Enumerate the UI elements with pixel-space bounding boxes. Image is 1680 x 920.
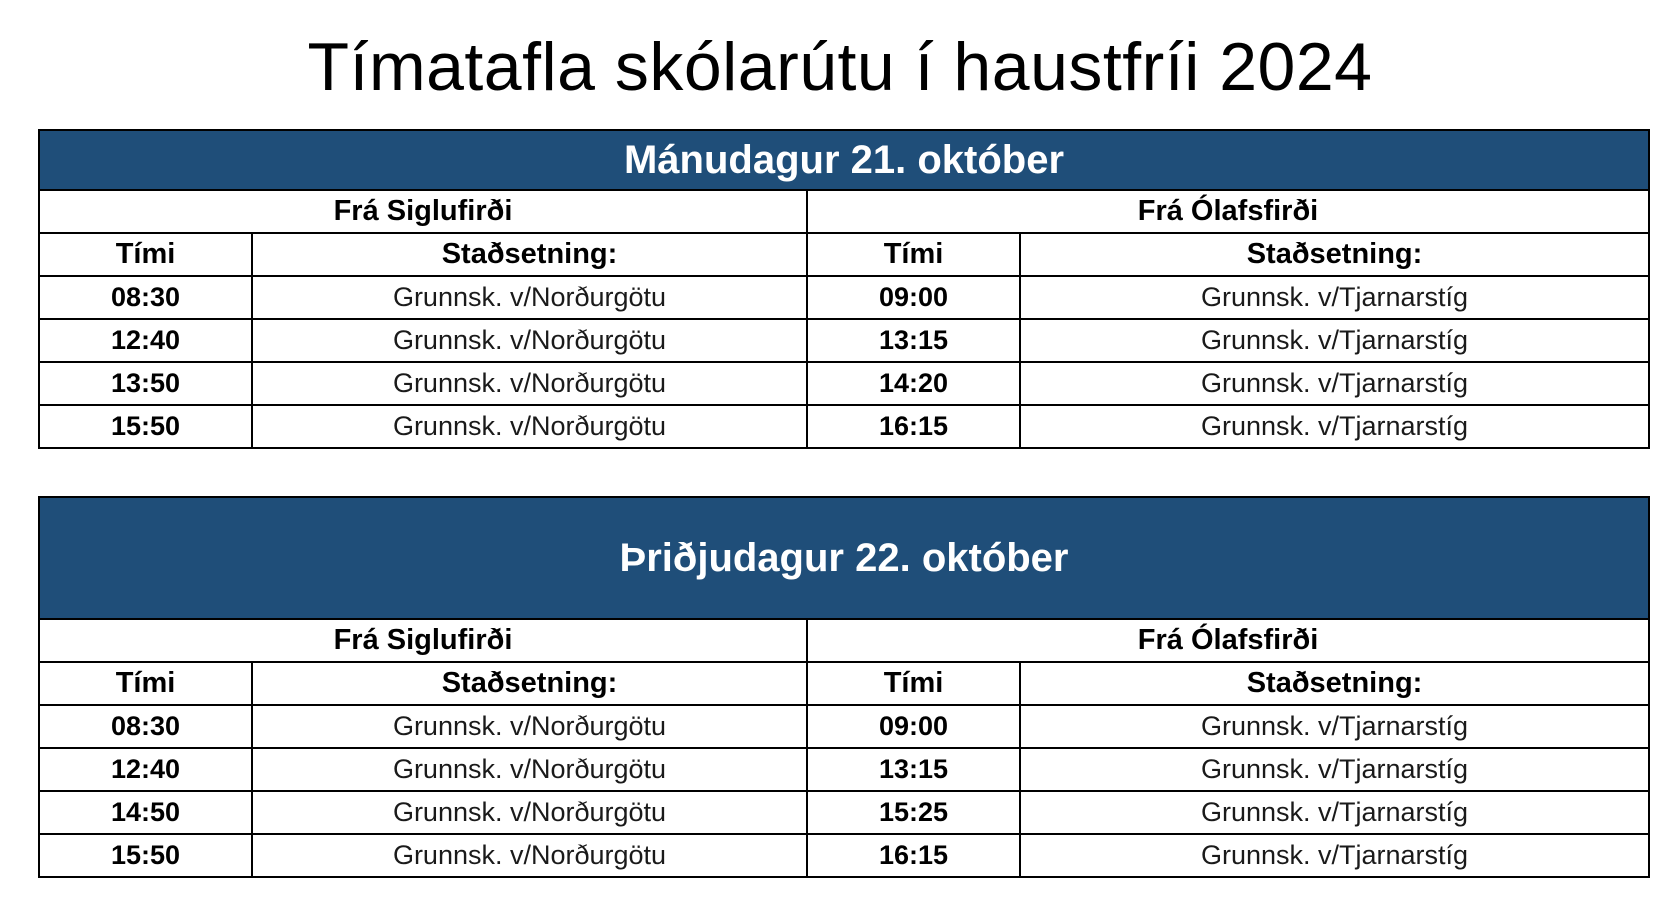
departure-location: Grunnsk. v/Norðurgötu [252, 362, 807, 405]
departure-time: 12:40 [39, 319, 252, 362]
departure-time: 13:15 [807, 748, 1020, 791]
departure-time: 15:50 [39, 834, 252, 877]
table-row [39, 834, 1649, 877]
departure-location: Grunnsk. v/Norðurgötu [252, 748, 807, 791]
departure-time: 08:30 [39, 276, 252, 319]
origin-header-olafsfjordur: Frá Ólafsfirði [807, 190, 1649, 233]
departure-time: 14:20 [807, 362, 1020, 405]
day-header: Þriðjudagur 22. október [39, 497, 1649, 619]
departure-time: 08:30 [39, 705, 252, 748]
departure-location: Grunnsk. v/Norðurgötu [252, 319, 807, 362]
table-row [39, 362, 1649, 405]
location-column-header: Staðsetning: [1020, 662, 1649, 705]
time-column-header: Tími [807, 233, 1020, 276]
departure-location: Grunnsk. v/Tjarnarstíg [1020, 834, 1649, 877]
departure-time: 16:15 [807, 834, 1020, 877]
departure-location: Grunnsk. v/Tjarnarstíg [1020, 705, 1649, 748]
time-column-header: Tími [39, 233, 252, 276]
day-header: Mánudagur 21. október [39, 130, 1649, 190]
departure-time: 13:15 [807, 319, 1020, 362]
departure-location: Grunnsk. v/Tjarnarstíg [1020, 748, 1649, 791]
schedule-table-monday [38, 129, 1650, 449]
time-column-header: Tími [807, 662, 1020, 705]
departure-time: 14:50 [39, 791, 252, 834]
departure-location: Grunnsk. v/Norðurgötu [252, 276, 807, 319]
origin-header-siglufjordur: Frá Siglufirði [39, 619, 807, 662]
departure-time: 15:50 [39, 405, 252, 448]
departure-time: 09:00 [807, 276, 1020, 319]
departure-location: Grunnsk. v/Norðurgötu [252, 705, 807, 748]
departure-time: 12:40 [39, 748, 252, 791]
departure-location: Grunnsk. v/Tjarnarstíg [1020, 276, 1649, 319]
table-row [39, 319, 1649, 362]
origin-header-olafsfjordur: Frá Ólafsfirði [807, 619, 1649, 662]
table-row [39, 276, 1649, 319]
departure-location: Grunnsk. v/Norðurgötu [252, 834, 807, 877]
departure-time: 13:50 [39, 362, 252, 405]
departure-location: Grunnsk. v/Tjarnarstíg [1020, 319, 1649, 362]
table-row [39, 705, 1649, 748]
table-row [39, 405, 1649, 448]
time-column-header: Tími [39, 662, 252, 705]
departure-location: Grunnsk. v/Tjarnarstíg [1020, 791, 1649, 834]
table-row [39, 791, 1649, 834]
departure-location: Grunnsk. v/Norðurgötu [252, 405, 807, 448]
schedule-table-tuesday [38, 496, 1650, 878]
location-column-header: Staðsetning: [1020, 233, 1649, 276]
location-column-header: Staðsetning: [252, 233, 807, 276]
page-title: Tímatafla skólarútu í haustfríi 2024 [307, 29, 1373, 105]
departure-time: 15:25 [807, 791, 1020, 834]
origin-header-siglufjordur: Frá Siglufirði [39, 190, 807, 233]
departure-location: Grunnsk. v/Norðurgötu [252, 791, 807, 834]
departure-location: Grunnsk. v/Tjarnarstíg [1020, 362, 1649, 405]
location-column-header: Staðsetning: [252, 662, 807, 705]
departure-time: 16:15 [807, 405, 1020, 448]
table-row [39, 748, 1649, 791]
departure-time: 09:00 [807, 705, 1020, 748]
departure-location: Grunnsk. v/Tjarnarstíg [1020, 405, 1649, 448]
